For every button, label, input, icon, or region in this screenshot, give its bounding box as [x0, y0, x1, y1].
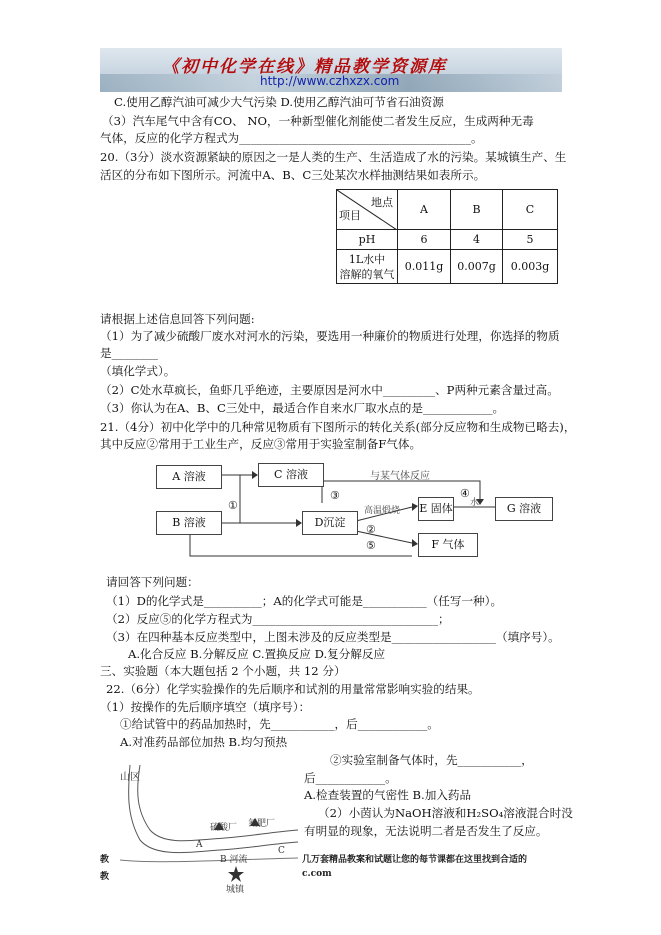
q22-sub1-item2-opts: A.检查装置的气密性 B.加入药品: [304, 788, 472, 802]
banner-title: 《初中化学在线》精品教学资源库: [162, 57, 447, 77]
q22-sub2: （2）小茵认为NaOH溶液和H₂SO₄溶液混合时没: [318, 806, 573, 820]
footer-left-2: 教: [100, 872, 110, 882]
q22-sub2-line2: 有明显的现象，无法说明二者是否发生了反应。: [304, 824, 548, 838]
footer-slogan: 几万套精品教案和试题让您的每节课都在这里找到合适的: [302, 855, 528, 865]
label-gas-reaction: 与某气体反应: [370, 471, 430, 482]
header-banner: [100, 48, 562, 92]
label-water: 水: [470, 498, 480, 508]
q20-sub1-line3: （填化学式）。: [100, 364, 176, 378]
cell: 0.011g: [398, 250, 451, 284]
q21-options: A.化合反应 B.分解反应 C.置换反应 D.复分解反应: [128, 647, 386, 661]
q21-sub2: （2）反应⑤的化学方程式为________________________________；: [106, 612, 450, 626]
q20-stem: 20.（3分）淡水资源紧缺的原因之一是人类的生产、生活造成了水的污染。某城镇生产、生: [100, 150, 567, 164]
q21-stem-line2: 其中反应②常用于工业生产，反应③常用于实验室制备F气体。: [100, 437, 422, 451]
q20-sub1-line2: 是________: [100, 346, 158, 360]
label-sulfuric-factory: 硫酸厂: [210, 823, 238, 833]
label-mountain: 山区: [120, 772, 140, 783]
cell: 4: [451, 230, 503, 250]
q20-ask: 请根据上述信息回答下列问题:: [100, 312, 255, 326]
label-calcine: 高温煅烧: [364, 506, 401, 516]
label-point-c: C: [278, 846, 285, 856]
q22-sub1-item2-line2: 后____________。: [304, 771, 397, 785]
header-item: 项目: [339, 209, 361, 222]
q19-part3-line2: 气体，反应的化学方程式为________________________________________。: [100, 131, 483, 145]
row-label-ph: pH: [337, 230, 398, 250]
label-n2: ②: [366, 523, 376, 536]
label-n1: ①: [228, 499, 238, 512]
table-row: [337, 250, 558, 284]
label-town: 城镇: [226, 885, 245, 895]
q22-sub1-item1-opts: A.对准药品部位加热 B.均匀预热: [120, 735, 288, 749]
row-label-line1: 1L水中: [348, 252, 386, 266]
node-g: G 溶液: [495, 497, 553, 521]
label-n5: ⑤: [366, 539, 376, 552]
q22-sub1-item1: ①给试管中的药品加热时，先___________，后____________。: [120, 717, 439, 731]
q21-stem: 21.（4分）初中化学中的几种常见物质有下图所示的转化关系(部分反应物和生成物已略去)，: [100, 420, 576, 434]
option-cd: C.使用乙醇汽油可减少大气污染 D.使用乙醇汽油可节省石油资源: [114, 95, 444, 109]
q21-sub3: （3）在四种基本反应类型中，上图未涉及的反应类型是__________________（填序号）。: [106, 630, 560, 644]
row-label-oxygen: [337, 250, 398, 284]
conversion-diagram: [150, 461, 588, 572]
label-point-a: A: [196, 840, 203, 850]
q20-sub2: （2）C处水草疯长，鱼虾几乎绝迹，主要原因是河水中_________、P两种元素含量过高。: [100, 383, 559, 397]
q19-part3: （3）汽车尾气中含有CO、 NO，一种新型催化剂能使二者发生反应，生成两种无毒: [102, 114, 534, 128]
col-c: C: [503, 190, 558, 230]
node-f: F 气体: [418, 533, 478, 557]
header-location: 地点: [371, 196, 393, 209]
label-river: B 河流: [220, 855, 248, 865]
q22-sub1-item2: ②实验室制备气体时，先___________，: [330, 753, 533, 767]
label-n4: ④: [460, 487, 470, 500]
river-map: [100, 760, 300, 895]
q22-stem: 22.（6分）化学实验操作的先后顺序和试剂的用量常常影响实验的结果。: [106, 682, 480, 696]
node-a: A 溶液: [156, 465, 222, 489]
col-b: B: [451, 190, 503, 230]
cell: 6: [398, 230, 451, 250]
col-a: A: [398, 190, 451, 230]
q20-sub3: （3）你认为在A、B、C三处中，最适合作自来水厂取水点的是____________。: [100, 401, 505, 415]
table-row: [337, 230, 558, 250]
table-corner-cell: [337, 190, 398, 230]
q21-ask: 请回答下列问题：: [106, 575, 199, 589]
q21-sub1: （1）D的化学式是__________；A的化学式可能是___________（任写一种）。: [106, 594, 503, 608]
label-nitrogen-factory: 氮肥厂: [248, 819, 276, 829]
cell: 0.003g: [503, 250, 558, 284]
node-b: B 溶液: [156, 511, 222, 535]
banner-url[interactable]: http://www.czhxzx.com: [260, 74, 400, 88]
section-3-title: 三、实验题（本大题包括 2 个小题，共 12 分）: [100, 664, 346, 678]
label-n3: ③: [330, 489, 340, 502]
q22-sub1: （1）按操作的先后顺序填空（填序号）：: [100, 700, 311, 714]
node-c: C 溶液: [258, 463, 324, 487]
row-label-line2: 溶解的氧气: [339, 267, 395, 281]
q20-sub1: （1）为了减少硫酸厂废水对河水的污染，要选用一种廉价的物质进行处理，你选择的物质: [100, 329, 560, 343]
cell: 5: [503, 230, 558, 250]
footer-left-1: 教: [100, 855, 110, 865]
footer-url: c.com: [302, 869, 332, 879]
water-sample-table: [336, 189, 558, 284]
cell: 0.007g: [451, 250, 503, 284]
node-d: D沉淀: [302, 511, 358, 535]
q20-stem-line2: 活区的分布如下图所示。河流中A、B、C三处某次水样抽测结果如表所示。: [100, 168, 486, 182]
node-e: E 固体: [418, 497, 454, 521]
